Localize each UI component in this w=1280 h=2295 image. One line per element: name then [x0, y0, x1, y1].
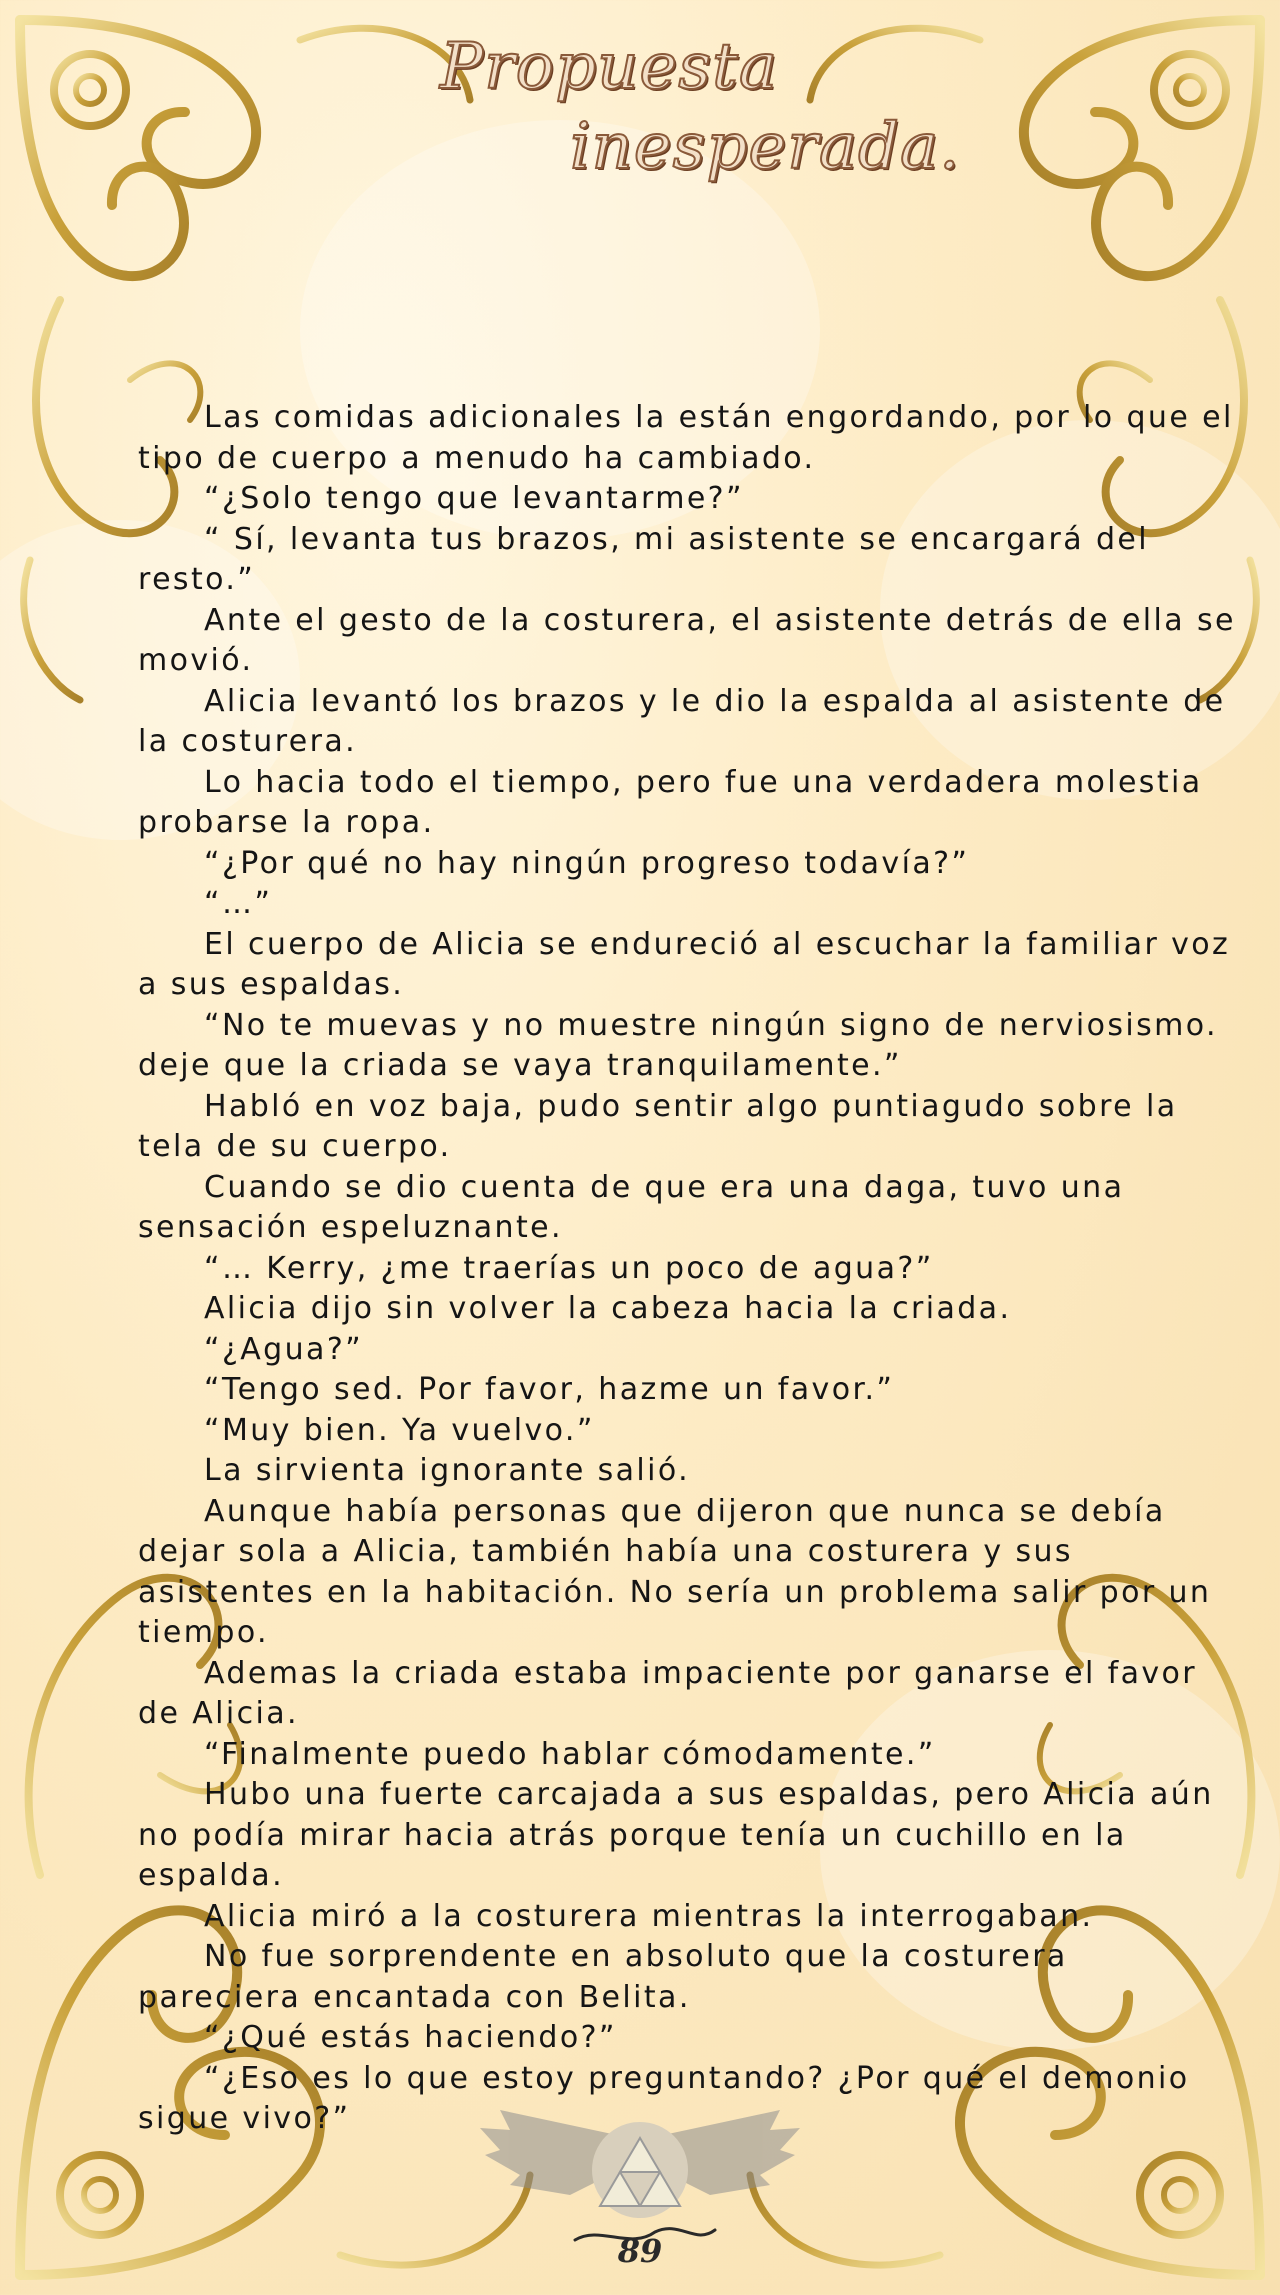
story-text	[138, 398, 1238, 2140]
paragraph: “¿Solo tengo que levantarme?”	[204, 481, 744, 516]
paragraph: La sirvienta ignorante salió.	[204, 1453, 691, 1488]
paragraph: Lo hacia todo el tiempo, pero fue una verdadera molestia probarse la ropa.	[138, 764, 1203, 840]
paragraph: El cuerpo de Alicia se endureció al escuchar la familiar voz a sus espaldas.	[138, 926, 1231, 1002]
paragraph: “Muy bien. Ya vuelvo.”	[204, 1412, 595, 1448]
paragraph: Cuando se dio cuenta de que era una daga, tuvo una sensación espeluznante.	[138, 1169, 1125, 1245]
paragraph: “ Sí, levanta tus brazos, mi asistente se encargará del resto.”	[138, 521, 1150, 597]
page-number: 89	[617, 2232, 663, 2270]
paragraph: Ante el gesto de la costurera, el asistente detrás de ella se movió.	[138, 602, 1236, 678]
paragraph: “Tengo sed. Por favor, hazme un favor.”	[204, 1372, 895, 1407]
chapter-title-line-1: Propuesta	[440, 30, 778, 104]
paragraph: “¿Por qué no hay ningún progreso todavía?”	[204, 845, 970, 881]
paragraph: Habló en voz baja, pudo sentir algo puntiagudo sobre la tela de su cuerpo.	[138, 1088, 1178, 1164]
chapter-title-line-2: inesperada.	[570, 110, 961, 184]
paragraph: Aunque había personas que dijeron que nunca se debía dejar sola a Alicia, también había una costurera y sus asistentes en la habitación. No sería un problema salir por un tiempo.	[138, 1493, 1212, 1650]
paragraph: “…”	[204, 886, 273, 921]
paragraph: “Finalmente puedo hablar cómodamente.”	[204, 1736, 936, 1772]
paragraph: “¿Agua?”	[204, 1331, 364, 1367]
chapter-title	[400, 30, 961, 210]
paragraph: Las comidas adicionales la están engordando, por lo que el tipo de cuerpo a menudo ha cambiado.	[138, 400, 1234, 476]
paragraph: Alicia levantó los brazos y le dio la espalda al asistente de la costurera.	[138, 683, 1226, 759]
paragraph: “¿Eso es lo que estoy preguntando? ¿Por qué el demonio sigue vivo?”	[138, 2060, 1190, 2136]
paragraph: “… Kerry, ¿me traerías un poco de agua?”	[204, 1250, 934, 1286]
paragraph: “No te muevas y no muestre ningún signo de nerviosismo. deje que la criada se vaya tranquilamente.”	[138, 1007, 1218, 1083]
paragraph: Alicia miró a la costurera mientras la interrogaban.	[204, 1898, 1094, 1934]
paragraph: No fue sorprendente en absoluto que la costurera pareciera encantada con Belita.	[138, 1939, 1068, 2015]
paragraph: “¿Qué estás haciendo?”	[204, 2020, 617, 2055]
paragraph: Ademas la criada estaba impaciente por ganarse el favor de Alicia.	[138, 1655, 1198, 1731]
paragraph: Alicia dijo sin volver la cabeza hacia la criada.	[204, 1291, 1012, 1326]
paragraph: Hubo una fuerte carcajada a sus espaldas, pero Alicia aún no podía mirar hacia atrás porque tenía un cuchillo en la espalda.	[138, 1777, 1214, 1893]
